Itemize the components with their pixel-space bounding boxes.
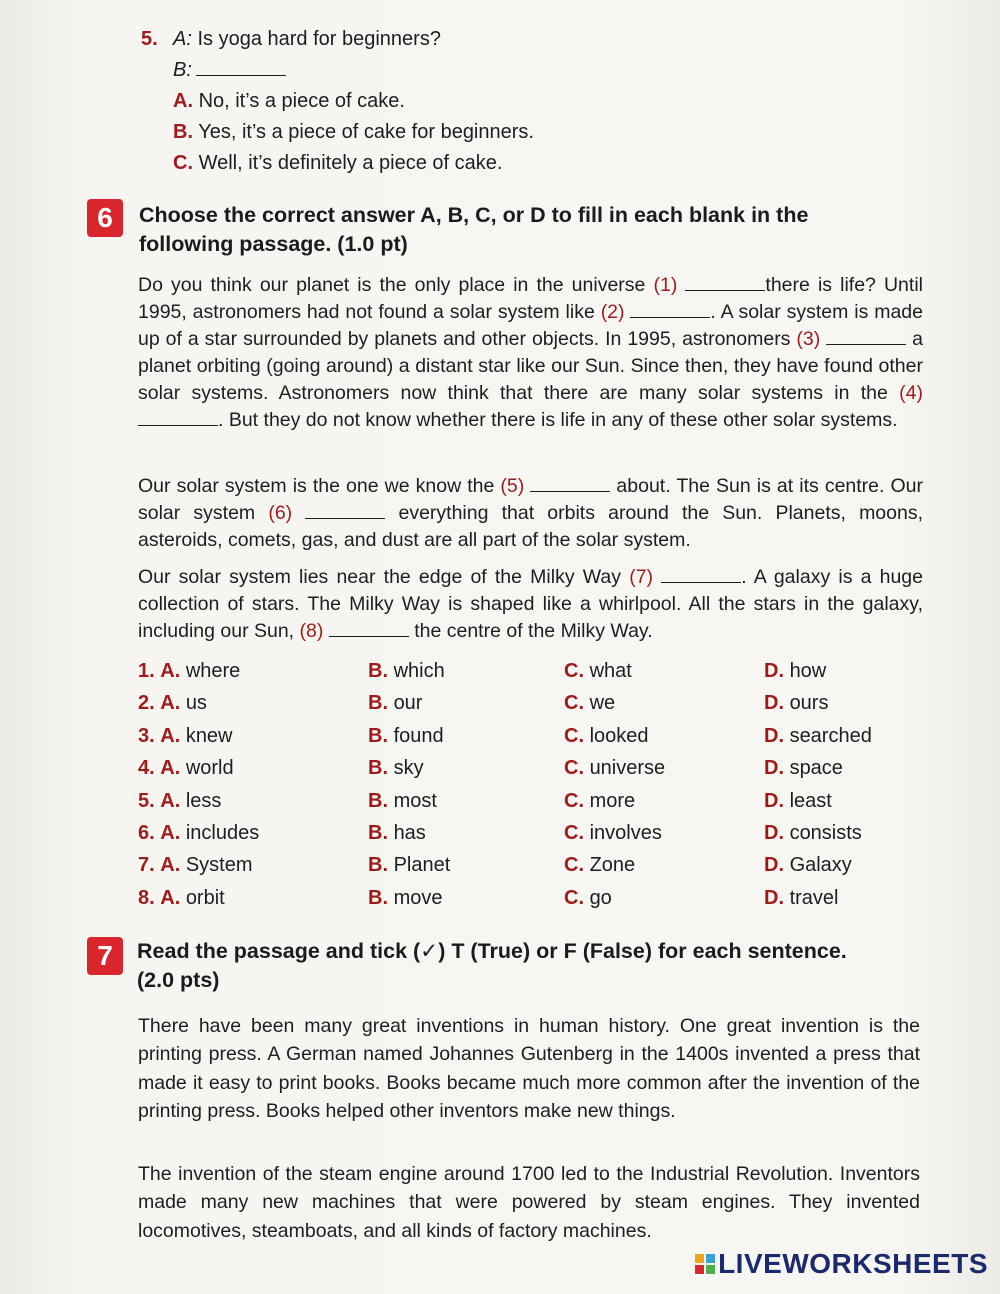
- answer-option-a[interactable]: 4. A. world: [138, 757, 234, 780]
- answer-option-c[interactable]: C. looked: [564, 724, 649, 747]
- logo-icon: [695, 1254, 715, 1274]
- answer-option-b[interactable]: B. most: [368, 789, 437, 812]
- blank-8[interactable]: [329, 622, 409, 637]
- blank-4[interactable]: [138, 411, 218, 426]
- answer-options-table: [138, 655, 928, 914]
- answer-option-b[interactable]: B. has: [368, 821, 426, 844]
- answer-option-c[interactable]: C. we: [564, 692, 616, 715]
- speaker-a-text: Is yoga hard for beginners?: [197, 28, 441, 50]
- answer-row: [138, 655, 928, 687]
- answer-option-a[interactable]: 7. A. System: [138, 854, 253, 877]
- blank-1[interactable]: [685, 276, 765, 291]
- answer-option-a[interactable]: 8. A. orbit: [138, 886, 225, 909]
- option-c[interactable]: C. Well, it’s definitely a piece of cake.: [173, 152, 503, 174]
- blank-6[interactable]: [305, 504, 385, 519]
- answer-row: [138, 817, 928, 849]
- option-b[interactable]: B. Yes, it’s a piece of cake for beginners.: [173, 121, 534, 143]
- section-6-paragraph-1: Do you think our planet is the only place in the universe (1) there is life? Until 1995, astronomers had not found a solar system like (2) . A solar system is made up of a star surrounded by planets and other objects. In 1995, astronomers (3) a planet orbiting (going around) a distant star like our Sun. Since then, they have found other solar systems. Astronomers now think that there are many solar systems in the (4) . But they do not know whether there is life in any of these other solar systems.: [138, 274, 923, 431]
- answer-option-a[interactable]: 1. A. where: [138, 660, 241, 682]
- answer-option-c[interactable]: C. Zone: [564, 854, 636, 877]
- answer-option-a[interactable]: 3. A. knew: [138, 724, 233, 747]
- answer-option-d[interactable]: D. travel: [764, 886, 839, 909]
- question-number: 5.: [141, 28, 158, 50]
- answer-blank[interactable]: [196, 59, 286, 76]
- answer-option-d[interactable]: D. consists: [764, 821, 862, 844]
- answer-row: [138, 785, 928, 817]
- answer-option-d[interactable]: D. how: [764, 660, 827, 682]
- speaker-a-label: A:: [173, 28, 192, 50]
- answer-row: [138, 849, 928, 881]
- answer-option-b[interactable]: B. move: [368, 886, 443, 909]
- blank-2[interactable]: [630, 303, 710, 318]
- section-6-title: Choose the correct answer A, B, C, or D to fill in each blank in the following passage. (1.0 pt): [139, 203, 809, 256]
- answer-option-b[interactable]: B. which: [368, 660, 445, 682]
- answer-option-c[interactable]: C. what: [564, 660, 632, 682]
- question-5: [141, 24, 534, 179]
- section-7-paragraph-1: There have been many great inventions in human history. One great invention is the printing press. A German named Johannes Gutenberg in the 1400s invented a press that made it easy to print books. Books became much more common after the invention of the printing press. Books helped other inventors make new things.: [138, 1015, 920, 1123]
- answer-option-b[interactable]: B. our: [368, 692, 423, 715]
- answer-option-d[interactable]: D. searched: [764, 724, 872, 747]
- answer-option-c[interactable]: C. involves: [564, 821, 662, 844]
- section-6-paragraph-2: Our solar system is the one we know the (5) about. The Sun is at its centre. Our solar system (6) everything that orbits around the Sun. Planets, moons, asteroids, comets, gas, and dust are all part of the solar system.: [138, 475, 924, 551]
- section-6-badge: 6: [87, 199, 123, 237]
- answer-option-b[interactable]: B. sky: [368, 757, 424, 780]
- section-7-title: Read the passage and tick (✓) T (True) or F (False) for each sentence. (2.0 pts): [137, 939, 847, 992]
- answer-row: [138, 882, 928, 914]
- section-7-paragraph-2: The invention of the steam engine around 1700 led to the Industrial Revolution. Inventors made many new machines that were powered by steam engines. They invented locomotives, steamboats, and all kinds of factory machines.: [138, 1163, 920, 1242]
- section-7-badge: 7: [87, 937, 123, 975]
- answer-option-a[interactable]: 6. A. includes: [138, 821, 260, 844]
- answer-row: [138, 687, 928, 719]
- blank-3[interactable]: [826, 330, 906, 345]
- answer-option-c[interactable]: C. more: [564, 789, 636, 812]
- blank-7[interactable]: [661, 568, 741, 583]
- answer-row: [138, 752, 928, 784]
- answer-option-b[interactable]: B. found: [368, 724, 444, 747]
- speaker-b-label: B:: [173, 59, 192, 81]
- answer-option-c[interactable]: C. go: [564, 886, 612, 909]
- answer-option-d[interactable]: D. Galaxy: [764, 854, 852, 877]
- answer-option-c[interactable]: C. universe: [564, 757, 666, 780]
- answer-option-a[interactable]: 5. A. less: [138, 789, 222, 812]
- logo-text: LIVEWORKSHEETS: [718, 1248, 988, 1279]
- answer-option-d[interactable]: D. space: [764, 757, 843, 780]
- liveworksheets-logo: [695, 1248, 988, 1280]
- answer-option-b[interactable]: B. Planet: [368, 854, 451, 877]
- section-6-paragraph-3: Our solar system lies near the edge of the Milky Way (7) . A galaxy is a huge collection of stars. The Milky Way is shaped like a whirlpool. All the stars in the galaxy, including our Sun, (8) the centre of the Milky Way.: [138, 566, 923, 642]
- option-a[interactable]: A. No, it’s a piece of cake.: [173, 90, 405, 112]
- answer-option-d[interactable]: D. ours: [764, 692, 829, 715]
- answer-row: [138, 720, 928, 752]
- answer-option-a[interactable]: 2. A. us: [138, 692, 207, 715]
- blank-5[interactable]: [530, 477, 610, 492]
- answer-option-d[interactable]: D. least: [764, 789, 832, 812]
